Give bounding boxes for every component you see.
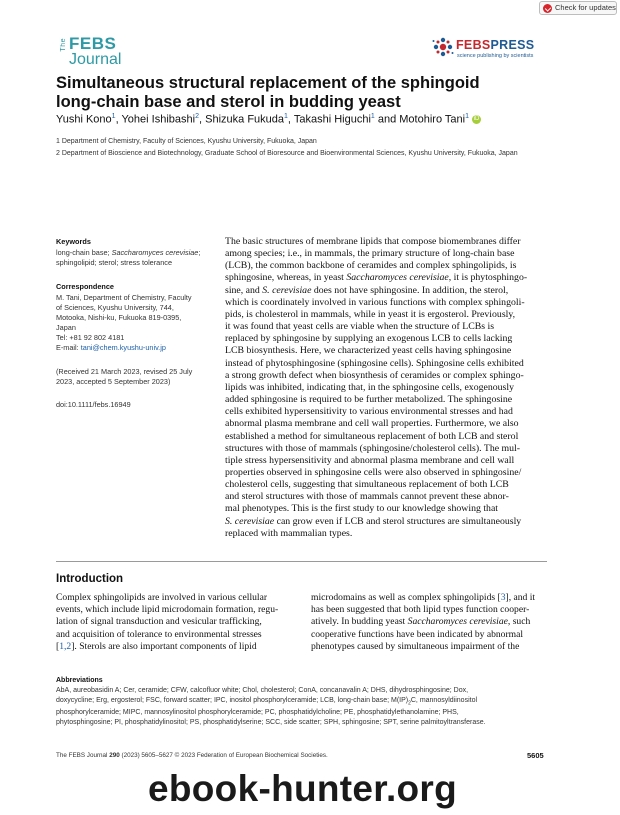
check-updates-icon <box>543 4 552 13</box>
abstract-line: (LCB), the common backbone of ceramides and complex sphingolipids, is <box>225 260 517 272</box>
introduction-heading: Introduction <box>56 573 124 585</box>
affiliation-2: 2 Department of Bioscience and Biotechnology, Graduate School of Bioresource and Bioenvironmental Sciences, Kyushu University, Fukuoka, Japan <box>56 150 518 157</box>
author-separator: and <box>374 113 400 126</box>
title-line: long-chain base and sterol in budding yeast <box>56 93 401 111</box>
abstract-line: structures with those of mammals (sphingosine/cholesterol cells). The mul- <box>225 442 521 454</box>
abstract-line: instead of phytosphingosine (sphingosine cells). Sphingosine cells exhibited <box>225 357 524 369</box>
introduction-left-column <box>56 592 292 653</box>
intro-line: Complex sphingolipids are involved in various cellular <box>56 592 268 603</box>
affiliation-1: 1 Department of Chemistry, Faculty of Sciences, Kyushu University, Fukuoka, Japan <box>56 138 317 145</box>
abstract-line: cells exhibited hypersensitivity to various environmental stresses and had <box>225 406 513 418</box>
febs-press-logo <box>432 34 542 64</box>
footer-volume: 290 <box>109 752 120 759</box>
abstract-line: sine, and S. cerevisiae does not have sphingosine. In addition, the sterol, <box>225 284 509 296</box>
keywords-part: long-chain base; <box>56 248 112 257</box>
author-separator: , <box>287 113 294 126</box>
correspondence-heading: Correspondence <box>56 282 114 291</box>
abstract-line: LCB biosynthesis. Here, we characterized yeast cells having sphingosine <box>225 345 512 357</box>
footer-journal: The FEBS Journal <box>56 752 110 759</box>
keywords-species: Saccharomyces cerevisiae <box>111 248 199 257</box>
logo-journal: Journal <box>69 51 122 68</box>
orcid-icon[interactable]: iD <box>473 116 480 123</box>
author-separator: , <box>199 113 206 126</box>
correspondence-text <box>56 293 216 353</box>
author-name: Takashi Higuchi <box>293 113 371 126</box>
introduction-right-column <box>311 592 547 653</box>
press-tagline: science publishing by scientists <box>457 53 534 59</box>
abstract-line: and sterol structures with those of mammals cannot prevent these abnor- <box>225 491 509 503</box>
check-for-updates-button[interactable] <box>539 1 617 15</box>
author-name: Motohiro Tani <box>399 113 466 126</box>
received-line: (Received 21 March 2023, revised 25 July <box>56 367 193 376</box>
abstract-line: tiple stress hypersensitivity and abnormal plasma membrane and cell wall <box>225 454 515 466</box>
intro-line: cooperative functions have been indicated by abnormal <box>311 628 524 640</box>
check-updates-label: Check for updates <box>555 3 616 12</box>
intro-line: and acquisition of tolerance to environmental stresses <box>56 628 262 640</box>
author-name: Yohei Ishibashi <box>121 113 196 126</box>
correspondence-line: of Sciences, Kyushu University, 744, <box>56 303 174 312</box>
title-line: Simultaneous structural replacement of the sphingoid <box>56 74 480 92</box>
abstract-line: added sphingosine is required to be further metabolized. The sphingosine <box>225 394 513 406</box>
abstract-line: The basic structures of membrane lipids that compose biomembranes differ <box>225 236 521 247</box>
keywords-heading: Keywords <box>56 237 91 246</box>
received-dates <box>56 367 216 387</box>
febs-journal-logo <box>60 34 140 70</box>
press-febs: FEBS <box>456 38 491 52</box>
abstract <box>225 236 547 540</box>
abstract-line: cholesterol cells, suggesting that simultaneous replacement of both LCB <box>225 479 509 491</box>
keywords-text <box>56 248 216 268</box>
intro-line: lation of signal transduction and vesicular trafficking, <box>56 616 262 628</box>
author-name: Shizuka Fukuda <box>205 113 285 126</box>
author-affiliation-mark[interactable]: 2 <box>195 113 199 120</box>
abstract-line: replaced with mammalian types. <box>225 527 353 539</box>
abstract-line: S. cerevisiae can grow even if LCB and sterol structures are simultaneously <box>225 515 522 527</box>
abstract-line: which is coordinately involved in various functions with complex sphingoli- <box>225 296 525 308</box>
abbreviations-line: phytosphingosine; PI, phosphatidylinositol; PS, phosphatidylserine; SCC, side scatter; SPH, sphingosine; SPT, serine palmitoyltransferase. <box>56 719 486 727</box>
correspondence-line: Tel: +81 92 802 4181 <box>56 333 125 342</box>
abstract-line: a strong growth defect when biosynthesis of ceramides or complex sphingo- <box>225 369 524 381</box>
abstract-line: it was found that yeast cells are viable when the structure of LCBs is <box>225 321 495 333</box>
author-affiliation-mark[interactable]: 1 <box>370 113 375 120</box>
abbreviations-line: AbA, aureobasidin A; Cer, ceramide; CFW, calcofluor white; Chol, cholesterol; ConA, concanavalin A; DHS, dihydrosphingosine; Dox, <box>56 687 469 694</box>
intro-line: microdomains as well as complex sphingolipids [3], and it <box>311 592 536 603</box>
abbreviations-heading: Abbreviations <box>56 677 103 684</box>
correspondence-line: M. Tani, Department of Chemistry, Faculty <box>56 293 192 302</box>
correspondence-line: Japan <box>56 323 76 332</box>
intro-line: events, which include lipid microdomain formation, regu- <box>56 604 279 616</box>
abstract-line: replaced by sphingosine by supplying an exogenous LCB to cells lacking <box>225 333 513 345</box>
doi[interactable]: doi:10.1111/febs.16949 <box>56 400 131 409</box>
author-list <box>56 113 481 126</box>
email-label: E-mail: <box>56 343 81 352</box>
author-separator: , <box>115 113 122 126</box>
footer-rest: (2023) 5605–5627 © 2023 Federation of European Biochemical Societies. <box>119 752 328 759</box>
abbreviations-line: phosphorylceramide; MIPC, mannosylinositol phosphorylceramide; PC, phosphatidylcholine; PE, phosphatidylethanolamine; PHS, <box>56 709 459 717</box>
page-number: 5605 <box>527 751 544 760</box>
febs-press-dots-icon <box>432 36 454 58</box>
author-affiliation-mark[interactable]: 1 <box>284 113 288 120</box>
abstract-line: abnormal plasma membrane and cell wall properties. Furthermore, we also <box>225 418 519 430</box>
abbreviations-line: doxycycline; Erg, ergosterol; FSC, forward scatter; IPC, inositol phosphorylceramide; LCB, long-chain base; $M(IP)_2C$, mannosyldiinositol <box>56 697 478 707</box>
keywords-part: ; sphingolipid; sterol; stress tolerance <box>56 248 201 267</box>
footer-citation <box>56 752 328 759</box>
received-line: 2023, accepted 5 September 2023) <box>56 377 171 386</box>
abstract-line: lipids was inhibited, indicating that, in the sphingosine cells, exogenously <box>225 381 514 393</box>
intro-line: [1,2]. Sterols are also important components of lipid <box>56 640 257 652</box>
intro-line: phenotypes caused by simultaneous impairment of the <box>311 640 520 652</box>
abbreviations-text <box>56 686 548 728</box>
author-affiliation-mark[interactable]: 1 <box>465 113 470 120</box>
correspondence-line: Motooka, Nishi-ku, Fukuoka 819-0395, <box>56 313 182 322</box>
logo-the: The <box>60 38 67 52</box>
abstract-line: sphingosine, whereas, in yeast Saccharomyces cerevisiae, it is phytosphingo- <box>225 272 528 284</box>
abstract-line: pids, is cholesterol in mammals, while in yeast it is ergosterol. Previously, <box>225 308 516 320</box>
correspondence-email-line <box>56 343 216 353</box>
email-link[interactable]: tani@chem.kyushu-univ.jp <box>80 343 166 352</box>
abstract-line: properties observed in sphingosine cells were also observed in sphingosine/ <box>225 466 522 478</box>
intro-line: has been suggested that both lipid types function cooper- <box>311 604 530 616</box>
author-affiliation-mark[interactable]: 1 <box>111 113 116 120</box>
press-press: PRESS <box>490 38 535 52</box>
article-title <box>56 74 556 112</box>
abstract-line: mal phenotypes. This is the first study to our knowledge showing that <box>225 503 499 515</box>
abstract-line: established a method for simultaneous replacement of both LCB and sterol <box>225 430 519 442</box>
watermark: ebook-hunter.org <box>148 768 458 809</box>
abstract-line: among species; i.e., in mammals, the primary structure of long-chain base <box>225 248 515 260</box>
logo-febs: FEBS <box>69 34 117 53</box>
intro-line: atively. In budding yeast Saccharomyces cerevisiae, such <box>311 616 531 628</box>
author-name: Yushi Kono <box>56 113 112 126</box>
section-divider <box>56 561 547 562</box>
